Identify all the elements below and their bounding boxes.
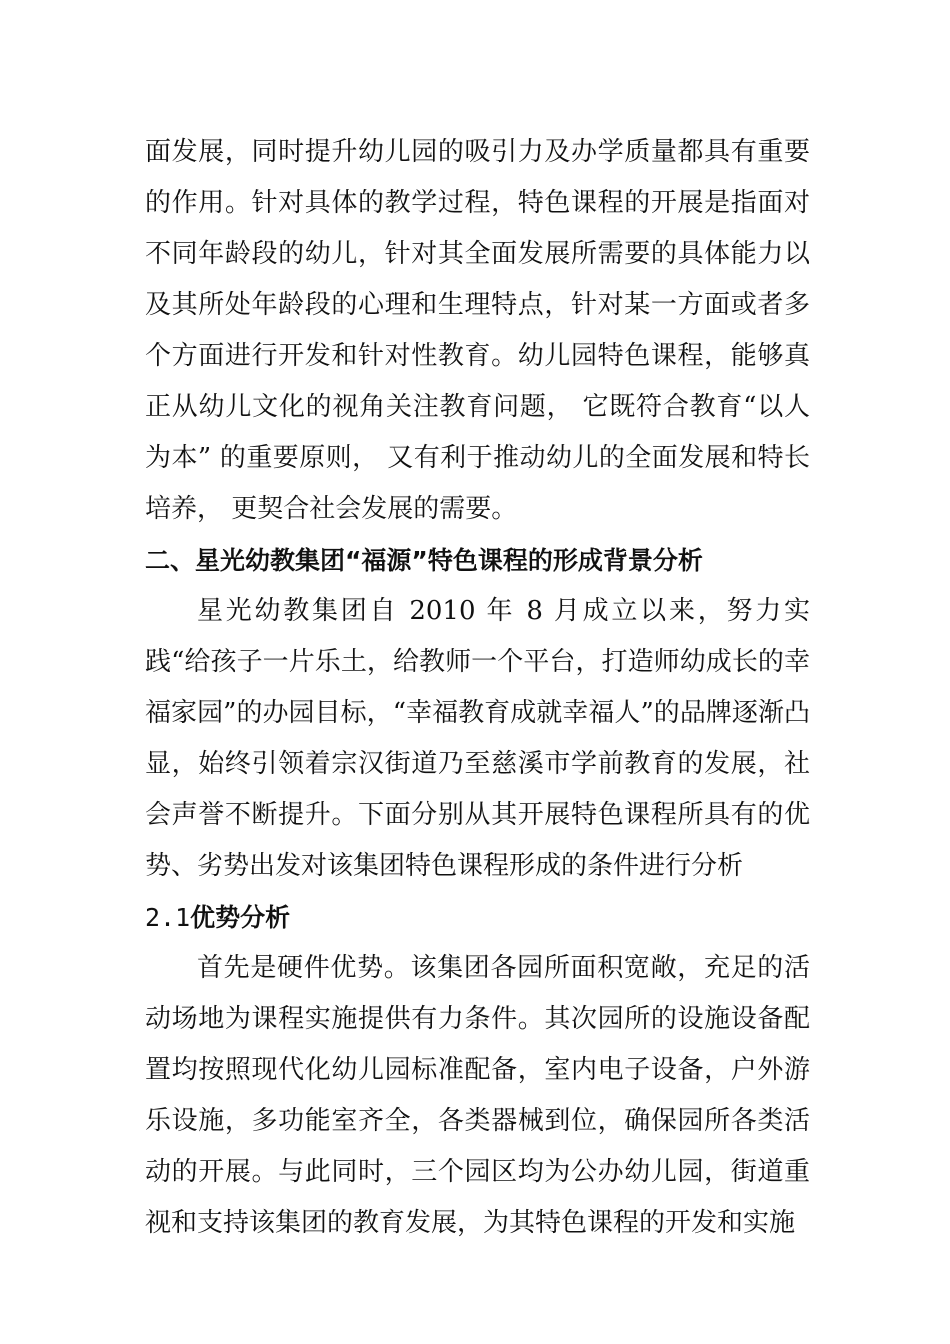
document-body — [145, 127, 810, 1249]
body-paragraph: 面发展，同时提升幼儿园的吸引力及办学质量都具有重要的作用。针对具体的教学过程，特色课程的开展是指面对不同年龄段的幼儿，针对其全面发展所需要的具体能力以及其所处年龄段的心理和生理特点，针对某一方面或者多个方面进行开发和针对性教育。幼儿园特色课程，能够真正从幼儿文化的视角关注教育问题， 它既符合教育“以人为本” 的重要原则， 又有利于推动幼儿的全面发展和特长培养， 更契合社会发展的需要。 — [145, 137, 810, 524]
subsection-number: 2.1 — [145, 903, 191, 932]
body-paragraph: 首先是硬件优势。该集团各园所面积宽敞，充足的活动场地为课程实施提供有力条件。其次园所的设施设备配置均按照现代化幼儿园标准配备，室内电子设备，户外游乐设施，多功能室齐全，各类器械到位，确保园所各类活动的开展。与此同时，三个园区均为公办幼儿园，街道重视和支持该集团的教育发展，为其特色课程的开发和实施 — [145, 953, 810, 1238]
section-heading: 二、星光幼教集团“福源”特色课程的形成背景分析 — [145, 546, 703, 575]
subsection-title: 优势分析 — [190, 903, 291, 932]
subsection-heading — [145, 892, 810, 943]
body-paragraph: 星光幼教集团自 2010 年 8 月成立以来，努力实践“给孩子一片乐土，给教师一个平台，打造师幼成长的幸福家园”的办园目标，“幸福教育成就幸福人”的品牌逐渐凸显，始终引领着宗汉街道乃至慈溪市学前教育的发展，社会声誉不断提升。下面分别从其开展特色课程所具有的优势、劣势出发对该集团特色课程形成的条件进行分析 — [145, 596, 810, 881]
